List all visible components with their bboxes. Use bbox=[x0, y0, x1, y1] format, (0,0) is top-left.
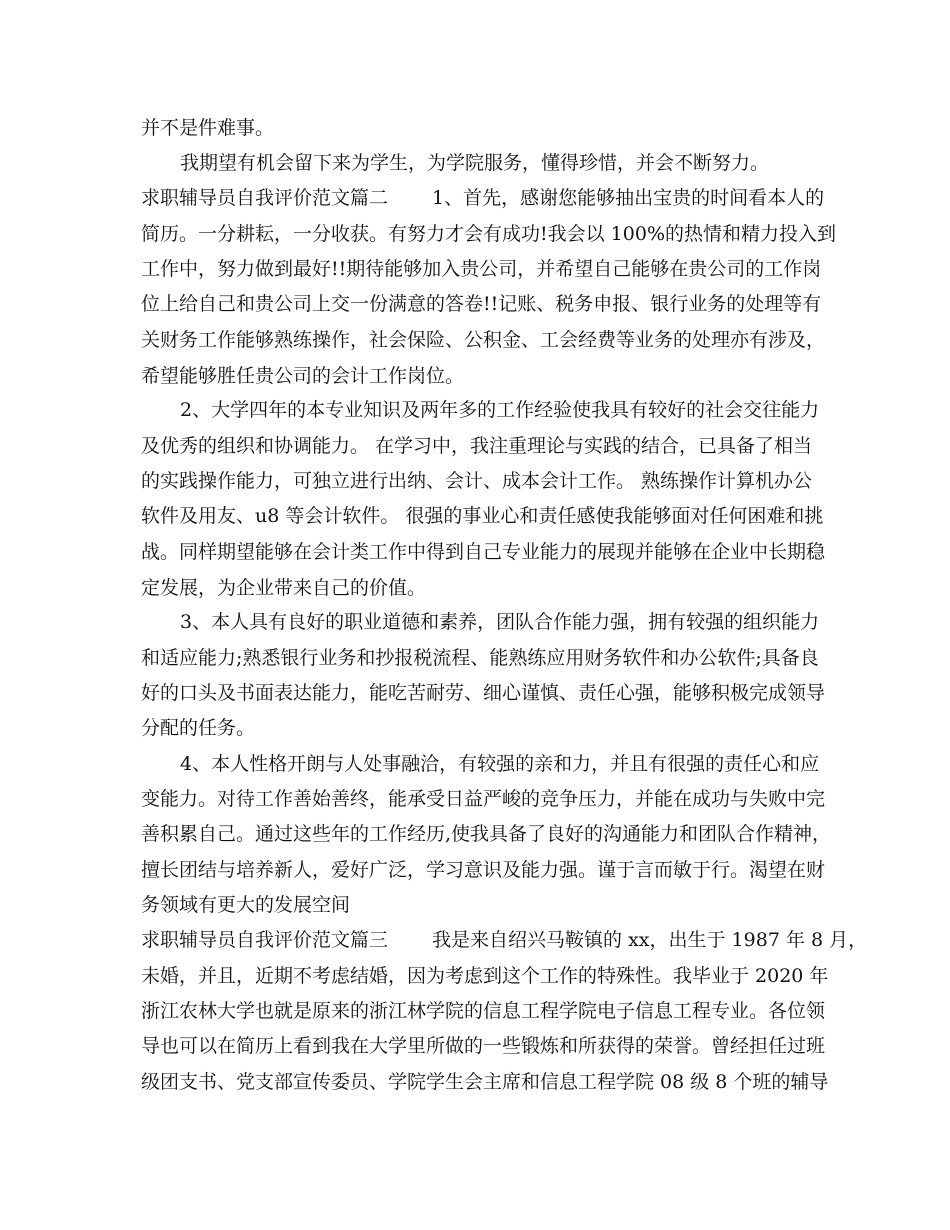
section-heading-line: 求职辅导员自我评价范文篇二 1、首先，感谢您能够抽出宝贵的时间看本人的 bbox=[141, 187, 825, 209]
text-line: 浙江农林大学也就是原来的浙江林学院的信息工程学院电子信息工程专业。各位领 bbox=[141, 1000, 826, 1022]
text-line: 软件及用友、u8 等会计软件。 很强的事业心和责任感使我能够面对任何困难和挑 bbox=[141, 505, 824, 527]
text-line: 及优秀的组织和协调能力。 在学习中，我注重理论与实践的结合，已具备了相当 bbox=[141, 435, 813, 457]
text-line: 善积累自己。通过这些年的工作经历,使我具备了良好的沟通能力和团队合作精神， bbox=[141, 823, 832, 845]
text-line: 擅长团结与培养新人，爱好广泛，学习意识及能力强。谨于言而敏于行。渴望在财 bbox=[141, 859, 826, 881]
text-line: 并不是件难事。 bbox=[141, 117, 275, 139]
text-line: 希望能够胜任贵公司的会计工作岗位。 bbox=[141, 365, 465, 387]
text-line: 3、本人具有良好的职业道德和素养，团队合作能力强，拥有较强的组织能力 bbox=[180, 611, 820, 633]
text-line: 定发展，为企业带来自己的价值。 bbox=[141, 577, 427, 599]
text-line: 级团支书、党支部宣传委员、学院学生会主席和信息工程学院 08 级 8 个班的辅导 bbox=[141, 1071, 829, 1093]
text-line: 位上给自己和贵公司上交一份满意的答卷!!记账、税务申报、银行业务的处理等有 bbox=[141, 293, 822, 315]
section-heading-line: 求职辅导员自我评价范文篇三 我是来自绍兴马鞍镇的 xx，出生于 1987 年 8 月， bbox=[141, 929, 868, 951]
text-line: 战。同样期望能够在会计类工作中得到自己专业能力的展现并能够在企业中长期稳 bbox=[141, 541, 826, 563]
text-line: 变能力。对待工作善始善终，能承受日益严峻的竞争压力，并能在成功与失败中完 bbox=[141, 788, 826, 810]
text-line: 的实践操作能力，可独立进行出纳、会计、成本会计工作。 熟练操作计算机办公 bbox=[141, 470, 813, 492]
text-line: 简历。一分耕耘，一分收获。有努力才会有成功!我会以 100%的热情和精力投入到 bbox=[141, 223, 836, 245]
text-line: 关财务工作能够熟练操作，社会保险、公积金、工会经费等业务的处理亦有涉及， bbox=[141, 329, 826, 351]
text-line: 2、大学四年的本专业知识及两年多的工作经验使我具有较好的社会交往能力 bbox=[180, 399, 820, 421]
text-line: 好的口头及书面表达能力，能吃苦耐劳、细心谨慎、责任心强，能够积极完成领导 bbox=[141, 682, 826, 704]
text-line: 分配的任务。 bbox=[141, 717, 256, 739]
text-line: 工作中，努力做到最好!!期待能够加入贵公司，并希望自己能够在贵公司的工作岗 bbox=[141, 258, 822, 280]
text-line: 我期望有机会留下来为学生，为学院服务，懂得珍惜，并会不断努力。 bbox=[180, 152, 770, 174]
text-line: 4、本人性格开朗与人处事融洽，有较强的亲和力，并且有很强的责任心和应 bbox=[180, 753, 820, 775]
text-line: 和适应能力;熟悉银行业务和抄报税流程、能熟练应用财务软件和办公软件;具备良 bbox=[141, 647, 819, 669]
text-line: 务领域有更大的发展空间 bbox=[141, 894, 351, 916]
text-line: 导也可以在简历上看到我在大学里所做的一些锻炼和所获得的荣誉。曾经担任过班 bbox=[141, 1035, 826, 1057]
text-line: 未婚，并且，近期不考虑结婚，因为考虑到这个工作的特殊性。我毕业于 2020 年 bbox=[141, 965, 829, 987]
